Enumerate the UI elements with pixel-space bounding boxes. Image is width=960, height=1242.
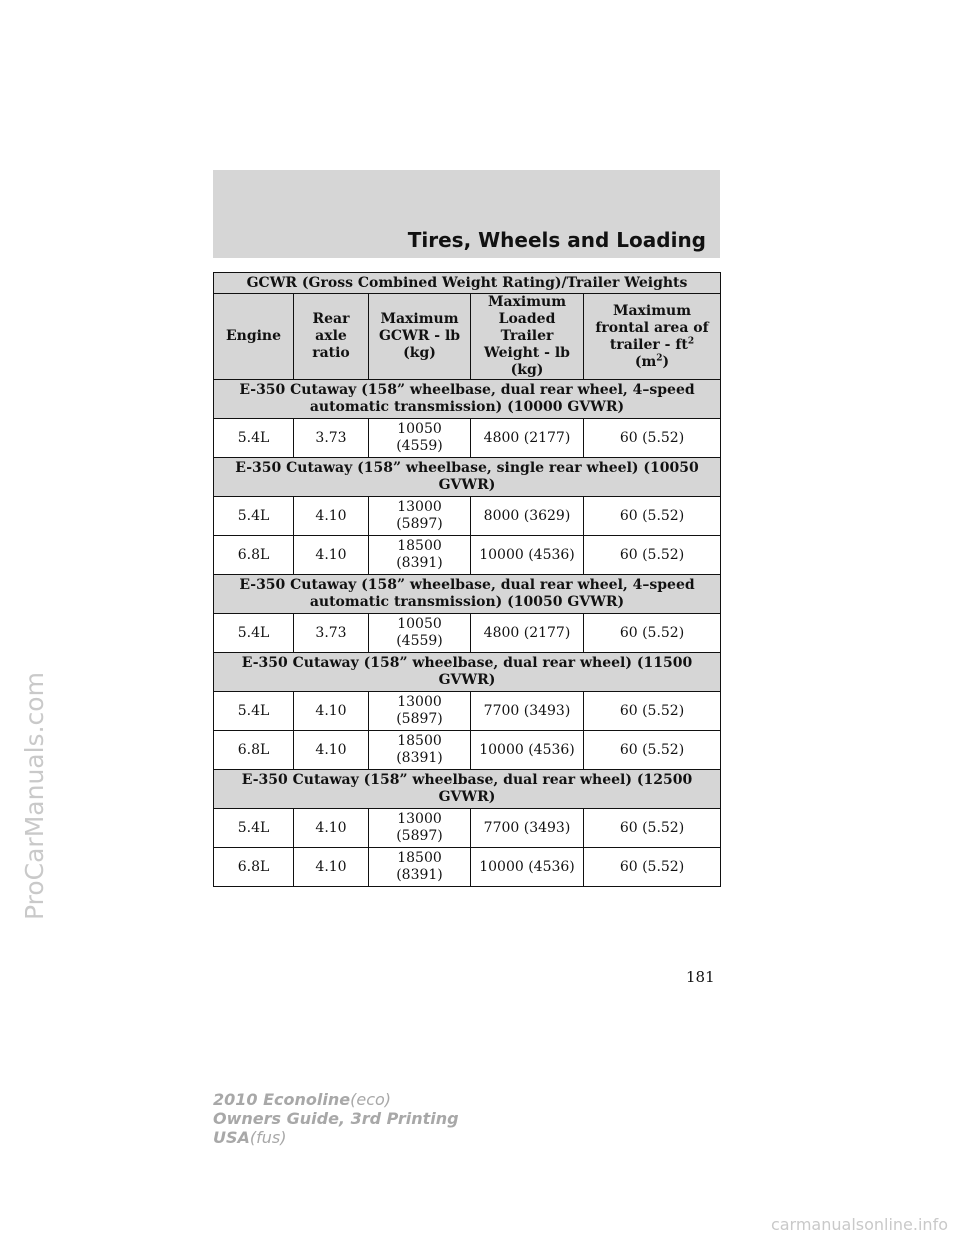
cell-engine: 6.8L	[214, 536, 294, 575]
gcwr-kg: (5897)	[396, 828, 443, 844]
cell-axle-ratio: 4.10	[294, 848, 369, 887]
cell-max-gcwr	[369, 497, 471, 536]
column-header-engine: Engine	[214, 294, 294, 380]
footer-region: USA	[213, 1128, 250, 1147]
cell-max-gcwr	[369, 614, 471, 653]
cell-max-trailer-weight: 10000 (4536)	[471, 731, 584, 770]
gcwr-lb: 13000	[397, 811, 442, 827]
section-title: E-350 Cutaway (158” wheelbase, single rear wheel) (10050 GVWR)	[214, 458, 721, 497]
table-row	[214, 614, 721, 653]
section-title: E-350 Cutaway (158” wheelbase, dual rear wheel, 4–speed automatic transmission) (10000 GVWR)	[214, 380, 721, 419]
section-title: E-350 Cutaway (158” wheelbase, dual rear wheel, 4–speed automatic transmission) (10050 GVWR)	[214, 575, 721, 614]
cell-max-trailer-weight: 4800 (2177)	[471, 419, 584, 458]
cell-max-frontal-area: 60 (5.52)	[584, 536, 721, 575]
table-header-row	[214, 294, 721, 380]
gcwr-lb: 18500	[397, 538, 442, 554]
gcwr-kg: (5897)	[396, 711, 443, 727]
gcwr-lb: 18500	[397, 733, 442, 749]
table-row	[214, 692, 721, 731]
section-header-band	[213, 170, 720, 258]
table-row	[214, 419, 721, 458]
footer-region-line	[213, 1128, 459, 1147]
column-header-max-frontal-area	[584, 294, 721, 380]
cell-engine: 5.4L	[214, 497, 294, 536]
cell-max-frontal-area: 60 (5.52)	[584, 692, 721, 731]
cell-max-trailer-weight: 7700 (3493)	[471, 692, 584, 731]
gcwr-kg: (5897)	[396, 516, 443, 532]
section-title: E-350 Cutaway (158” wheelbase, dual rear wheel) (12500 GVWR)	[214, 770, 721, 809]
cell-max-trailer-weight: 4800 (2177)	[471, 614, 584, 653]
table-row	[214, 497, 721, 536]
cell-max-gcwr	[369, 692, 471, 731]
cell-axle-ratio: 4.10	[294, 536, 369, 575]
gcwr-lb: 13000	[397, 694, 442, 710]
page-number: 181	[686, 968, 715, 986]
cell-engine: 5.4L	[214, 419, 294, 458]
cell-max-frontal-area: 60 (5.52)	[584, 614, 721, 653]
cell-axle-ratio: 4.10	[294, 497, 369, 536]
cell-max-trailer-weight: 7700 (3493)	[471, 809, 584, 848]
footer-model: 2010 Econoline	[213, 1090, 351, 1109]
cell-engine: 5.4L	[214, 809, 294, 848]
section-title: Tires, Wheels and Loading	[407, 228, 706, 252]
gcwr-kg: (8391)	[396, 750, 443, 766]
table-row	[214, 848, 721, 887]
cell-max-frontal-area: 60 (5.52)	[584, 731, 721, 770]
cell-engine: 6.8L	[214, 731, 294, 770]
table-section-row	[214, 380, 721, 419]
column-header-axle-ratio: Rear axle ratio	[294, 294, 369, 380]
cell-axle-ratio: 3.73	[294, 419, 369, 458]
cell-max-gcwr	[369, 419, 471, 458]
column-header-max-trailer-weight: Maximum Loaded Trailer Weight - lb (kg)	[471, 294, 584, 380]
gcwr-kg: (4559)	[396, 438, 443, 454]
table-row	[214, 731, 721, 770]
cell-axle-ratio: 4.10	[294, 809, 369, 848]
frontal-area-sup: 2	[687, 335, 695, 346]
table-section-row	[214, 653, 721, 692]
cell-engine: 5.4L	[214, 692, 294, 731]
cell-max-gcwr	[369, 809, 471, 848]
cell-max-frontal-area: 60 (5.52)	[584, 809, 721, 848]
footer	[213, 1090, 459, 1147]
footer-model-line	[213, 1090, 459, 1109]
cell-axle-ratio: 3.73	[294, 614, 369, 653]
cell-max-frontal-area: 60 (5.52)	[584, 848, 721, 887]
frontal-area-metric-close: )	[662, 353, 670, 370]
table-section-row	[214, 575, 721, 614]
column-header-max-gcwr: Maximum GCWR - lb (kg)	[369, 294, 471, 380]
cell-max-frontal-area: 60 (5.52)	[584, 419, 721, 458]
gcwr-trailer-weights-table	[213, 272, 721, 887]
gcwr-lb: 10050	[397, 616, 442, 632]
cell-max-gcwr	[369, 536, 471, 575]
cell-axle-ratio: 4.10	[294, 692, 369, 731]
cell-axle-ratio: 4.10	[294, 731, 369, 770]
cell-max-trailer-weight: 10000 (4536)	[471, 536, 584, 575]
section-title: E-350 Cutaway (158” wheelbase, dual rear wheel) (11500 GVWR)	[214, 653, 721, 692]
frontal-area-metric-sup: 2	[656, 352, 663, 363]
cell-max-trailer-weight: 8000 (3629)	[471, 497, 584, 536]
cell-max-gcwr	[369, 731, 471, 770]
frontal-area-metric: (m	[634, 353, 657, 370]
gcwr-kg: (8391)	[396, 555, 443, 571]
cell-max-gcwr	[369, 848, 471, 887]
cell-max-trailer-weight: 10000 (4536)	[471, 848, 584, 887]
gcwr-kg: (4559)	[396, 633, 443, 649]
table-row	[214, 536, 721, 575]
gcwr-kg: (8391)	[396, 867, 443, 883]
gcwr-lb: 10050	[397, 421, 442, 437]
footer-guide: Owners Guide, 3rd Printing	[213, 1109, 459, 1128]
cell-max-frontal-area: 60 (5.52)	[584, 497, 721, 536]
frontal-area-label: Maximum frontal area of trailer - ft	[595, 302, 709, 353]
table-row	[214, 809, 721, 848]
gcwr-lb: 18500	[397, 850, 442, 866]
footer-model-code: (eco)	[350, 1090, 392, 1109]
watermark-carmanualsonline: carmanualsonline.info	[770, 1215, 948, 1234]
table-section-row	[214, 458, 721, 497]
footer-region-code: (fus)	[249, 1128, 287, 1147]
gcwr-lb: 13000	[397, 499, 442, 515]
cell-engine: 6.8L	[214, 848, 294, 887]
table-title: GCWR (Gross Combined Weight Rating)/Trailer Weights	[214, 273, 721, 294]
watermark-procarmanuals: ProCarManuals.com	[20, 672, 49, 920]
table-title-row	[214, 273, 721, 294]
table-section-row	[214, 770, 721, 809]
cell-engine: 5.4L	[214, 614, 294, 653]
